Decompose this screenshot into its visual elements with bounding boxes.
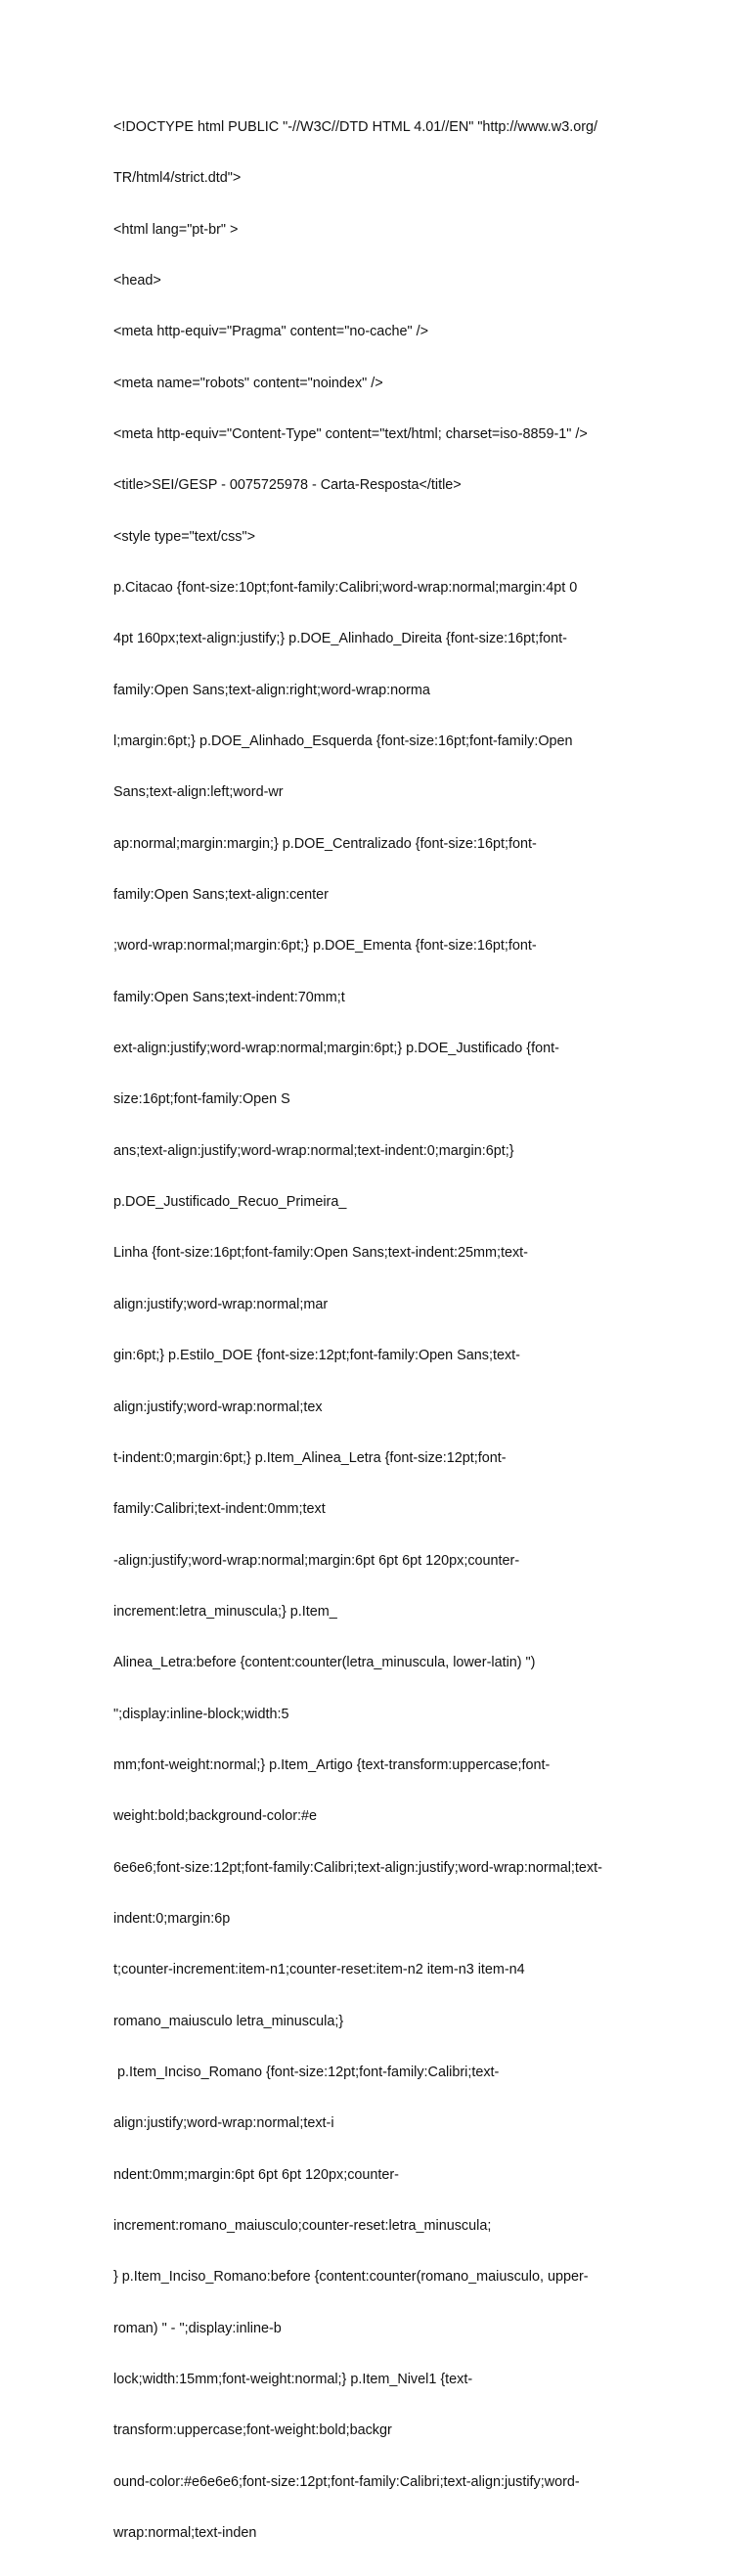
text-line: gin:6pt;} p.Estilo_DOE {font-size:12pt;font-family:Open Sans;text- [113, 1348, 520, 1364]
text-line: align:justify;word-wrap:normal;text-i [113, 2115, 334, 2132]
text-line: 4pt 160px;text-align:justify;} p.DOE_Alinhado_Direita {font-size:16pt;font- [113, 631, 567, 647]
text-line: increment:letra_minuscula;} p.Item_ [113, 1603, 337, 1620]
text-line: p.DOE_Justificado_Recuo_Primeira_ [113, 1194, 347, 1211]
text-line: ;word-wrap:normal;margin:6pt;} p.DOE_Ementa {font-size:16pt;font- [113, 938, 537, 955]
text-line: ans;text-align:justify;word-wrap:normal;text-indent:0;margin:6pt;} [113, 1142, 514, 1159]
text-line: weight:bold;background-color:#e [113, 1808, 317, 1825]
text-line: family:Open Sans;text-indent:70mm;t [113, 989, 345, 1005]
text-line: t;counter-increment:item-n1;counter-reset:item-n2 item-n3 item-n4 [113, 1962, 525, 1978]
text-line: romano_maiusculo letra_minuscula;} [113, 2013, 344, 2029]
text-line: indent:0;margin:6p [113, 1910, 231, 1927]
text-line: Linha {font-size:16pt;font-family:Open Sans;text-indent:25mm;text- [113, 1245, 528, 1262]
text-line: ap:normal;margin:margin;} p.DOE_Centralizado {font-size:16pt;font- [113, 835, 537, 852]
text-line: family:Open Sans;text-align:right;word-wrap:norma [113, 682, 430, 698]
text-line: } p.Item_Inciso_Romano:before {content:counter(romano_maiusculo, upper- [113, 2269, 589, 2286]
text-line: ndent:0mm;margin:6pt 6pt 6pt 120px;counter- [113, 2166, 399, 2183]
text-line: Alinea_Letra:before {content:counter(letra_minuscula, lower-latin) ") [113, 1655, 536, 1671]
text-line: <meta name="robots" content="noindex" /> [113, 375, 383, 391]
text-line: TR/html4/strict.dtd"> [113, 170, 242, 187]
text-line: family:Open Sans;text-align:center [113, 887, 329, 904]
text-line: -align:justify;word-wrap:normal;margin:6pt 6pt 6pt 120px;counter- [113, 1552, 520, 1569]
text-line: p.Citacao {font-size:10pt;font-family:Calibri;word-wrap:normal;margin:4pt 0 [113, 580, 578, 596]
text-line: <title>SEI/GESP - 0075725978 - Carta-Resposta</title> [113, 477, 462, 494]
text-line: <meta http-equiv="Pragma" content="no-cache" /> [113, 324, 429, 340]
text-line: <!DOCTYPE html PUBLIC "-//W3C//DTD HTML 4.01//EN" "http://www.w3.org/ [113, 118, 597, 135]
text-line: mm;font-weight:normal;} p.Item_Artigo {text-transform:uppercase;font- [113, 1756, 551, 1773]
text-line: ound-color:#e6e6e6;font-size:12pt;font-family:Calibri;text-align:justify;word- [113, 2473, 580, 2490]
text-line: family:Calibri;text-indent:0mm;text [113, 1501, 326, 1518]
text-line: lock;width:15mm;font-weight:normal;} p.Item_Nivel1 {text- [113, 2372, 473, 2388]
text-line: align:justify;word-wrap:normal;tex [113, 1399, 323, 1415]
text-line: wrap:normal;text-inden [113, 2525, 257, 2542]
text-line: roman) " - ";display:inline-b [113, 2320, 282, 2336]
text-line: <meta http-equiv="Content-Type" content="text/html; charset=iso-8859-1" /> [113, 425, 588, 442]
text-line: p.Item_Inciso_Romano {font-size:12pt;font-family:Calibri;text- [113, 2064, 500, 2080]
text-line: increment:romano_maiusculo;counter-reset:letra_minuscula; [113, 2218, 492, 2234]
text-line: size:16pt;font-family:Open S [113, 1091, 290, 1108]
text-line: <style type="text/css"> [113, 528, 255, 545]
text-line: transform:uppercase;font-weight:bold;backgr [113, 2422, 392, 2439]
text-line: 6e6e6;font-size:12pt;font-family:Calibri;text-align:justify;word-wrap:normal;text- [113, 1859, 602, 1876]
text-line: ext-align:justify;word-wrap:normal;margin:6pt;} p.DOE_Justificado {font- [113, 1041, 559, 1057]
text-line: Sans;text-align:left;word-wr [113, 784, 284, 801]
text-line: align:justify;word-wrap:normal;mar [113, 1296, 329, 1312]
text-line: l;margin:6pt;} p.DOE_Alinhado_Esquerda {font-size:16pt;font-family:Open [113, 733, 573, 750]
text-line: t-indent:0;margin:6pt;} p.Item_Alinea_Letra {font-size:12pt;font- [113, 1449, 507, 1466]
text-line: <head> [113, 272, 161, 289]
text-line: <html lang="pt-br" > [113, 221, 239, 238]
text-line: ";display:inline-block;width:5 [113, 1706, 289, 1722]
source-code-text [113, 85, 641, 2576]
